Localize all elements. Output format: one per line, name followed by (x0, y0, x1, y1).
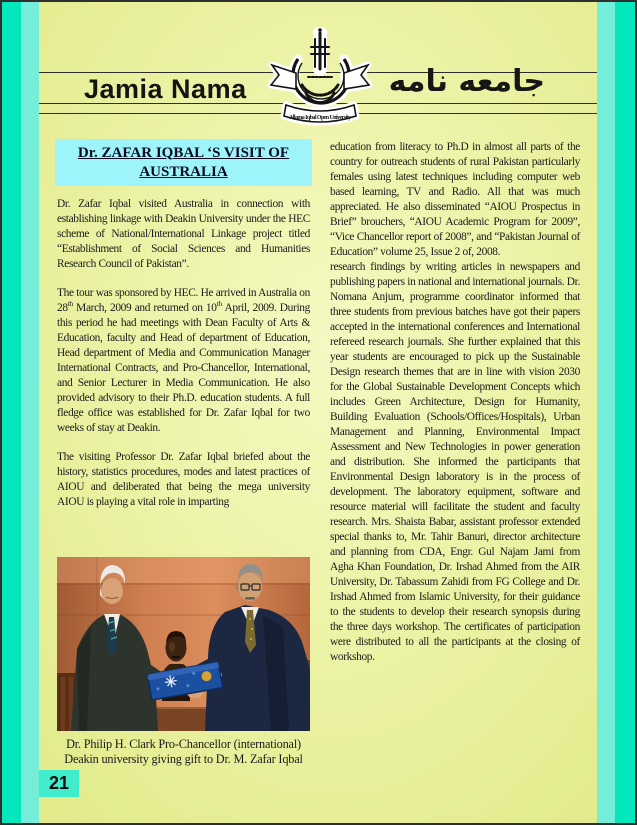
left-inner-teal-bar (21, 2, 39, 823)
article-left-column (57, 197, 310, 510)
body-paragraph: education from literacy to Ph.D in almost all parts of the country for outreach students of rural Pakistan particularly females using latest techniques including computer web based learning, TV and Radio. All that was much appreciated. He also disseminated “AIOU Prospectus in Brief” brouchers, “AIOU Academic Program for 2009”, “Vice Chancellor report of 2008”, and “Pakistan Journal of Education” volume 25, Issue 2 of, 2008. (330, 141, 580, 258)
body-paragraph: The tour was sponsored by HEC. He arrived in Australia on 28th March, 2009 and returned on 10th April, 2009. During this period he had meetings with Dean Faculty of Arts & Education, faculty and Head of department of Education, Head department of Media and Communication Manager International Contracts, and Pro-Chancellor, International, and Senior Lecturer in Media Communication. He also provided advisory to their Ph.D. education students. A full fledge office was established for Dr. Zafar Iqbal for two weeks of stay at Deakin. (57, 287, 310, 434)
article-photo (57, 557, 310, 731)
logo-banner-text: Allama Iqbal Open University (289, 115, 351, 121)
page-number-badge (39, 770, 79, 797)
article-right-column (330, 140, 580, 665)
logo-calligraphy (302, 28, 338, 102)
right-inner-teal-bar (597, 2, 615, 823)
photo-caption-line2: Deakin university giving gift to Dr. M. Zafar Iqbal (64, 752, 303, 766)
newsletter-title-urdu: جامعه نامه (388, 64, 545, 99)
body-paragraph: research findings by writing articles in newspapers and publishing papers in national and international journals. Dr. Nomana Anjum, programme coordinator informed that three students from previous batches have got their papers accepted in the international conferences and International refereed research journals. She further explained that this year students are encouraged to pick up the Sustainable Design research themes that are in line with vision 2030 for the Global Sustainable Development Concepts which includes Green Architecture, Design for Humanity, Building Evaluation (Schools/Offices/Hospitals), Urban Management and Planning, Environmental Impact Assessment and New Technologies in power generation and distribution. She informed the participants that Environmental Design laboratory is in the process of development. The laboratory equipment, software and resource material will facilitate the student and faculty research. Mrs. Shaista Babar, assistant professor extended special thanks to, Mr. Tahir Banuri, director architecture and planning from CDA, Engr. Gul Najam Jami from Agha Khan Foundation, Dr. Irshad Ahmed from the AIR University, Dr. Tabassum Zahidi from FG College and Dr. Irshad Ahmed from Islamic University, for their guidance to the students to develop their research synopsis during the three days workshop. The certificates of participation were distributed to all the participants at the closing of workshop. (330, 261, 580, 663)
article-title-box (55, 139, 312, 186)
page-number: 21 (48, 773, 70, 793)
body-paragraph: Dr. Zafar Iqbal visited Australia in connection with establishing linkage with Deakin University under the HEC scheme of National/International Linkage project titled “Establishment of Social Sciences and Humanities Research Council of Pakistan”. (57, 198, 310, 270)
photo-caption-line1: Dr. Philip H. Clark Pro-Chancellor (international) (66, 737, 301, 751)
university-logo-icon (256, 27, 384, 129)
left-outer-teal-bar (2, 2, 21, 823)
right-outer-teal-bar (615, 2, 635, 823)
article-title: Dr. ZAFAR IQBAL ‘S VISIT OF AUSTRALIA (77, 144, 290, 180)
body-paragraph: The visiting Professor Dr. Zafar Iqbal briefed about the history, statistics procedures, modes and latest practices of AIOU and deliberated that being the mega university AIOU is playing a vital role in imparting (57, 451, 310, 508)
photo-caption (45, 737, 322, 767)
newsletter-title: Jamia Nama (84, 74, 247, 104)
